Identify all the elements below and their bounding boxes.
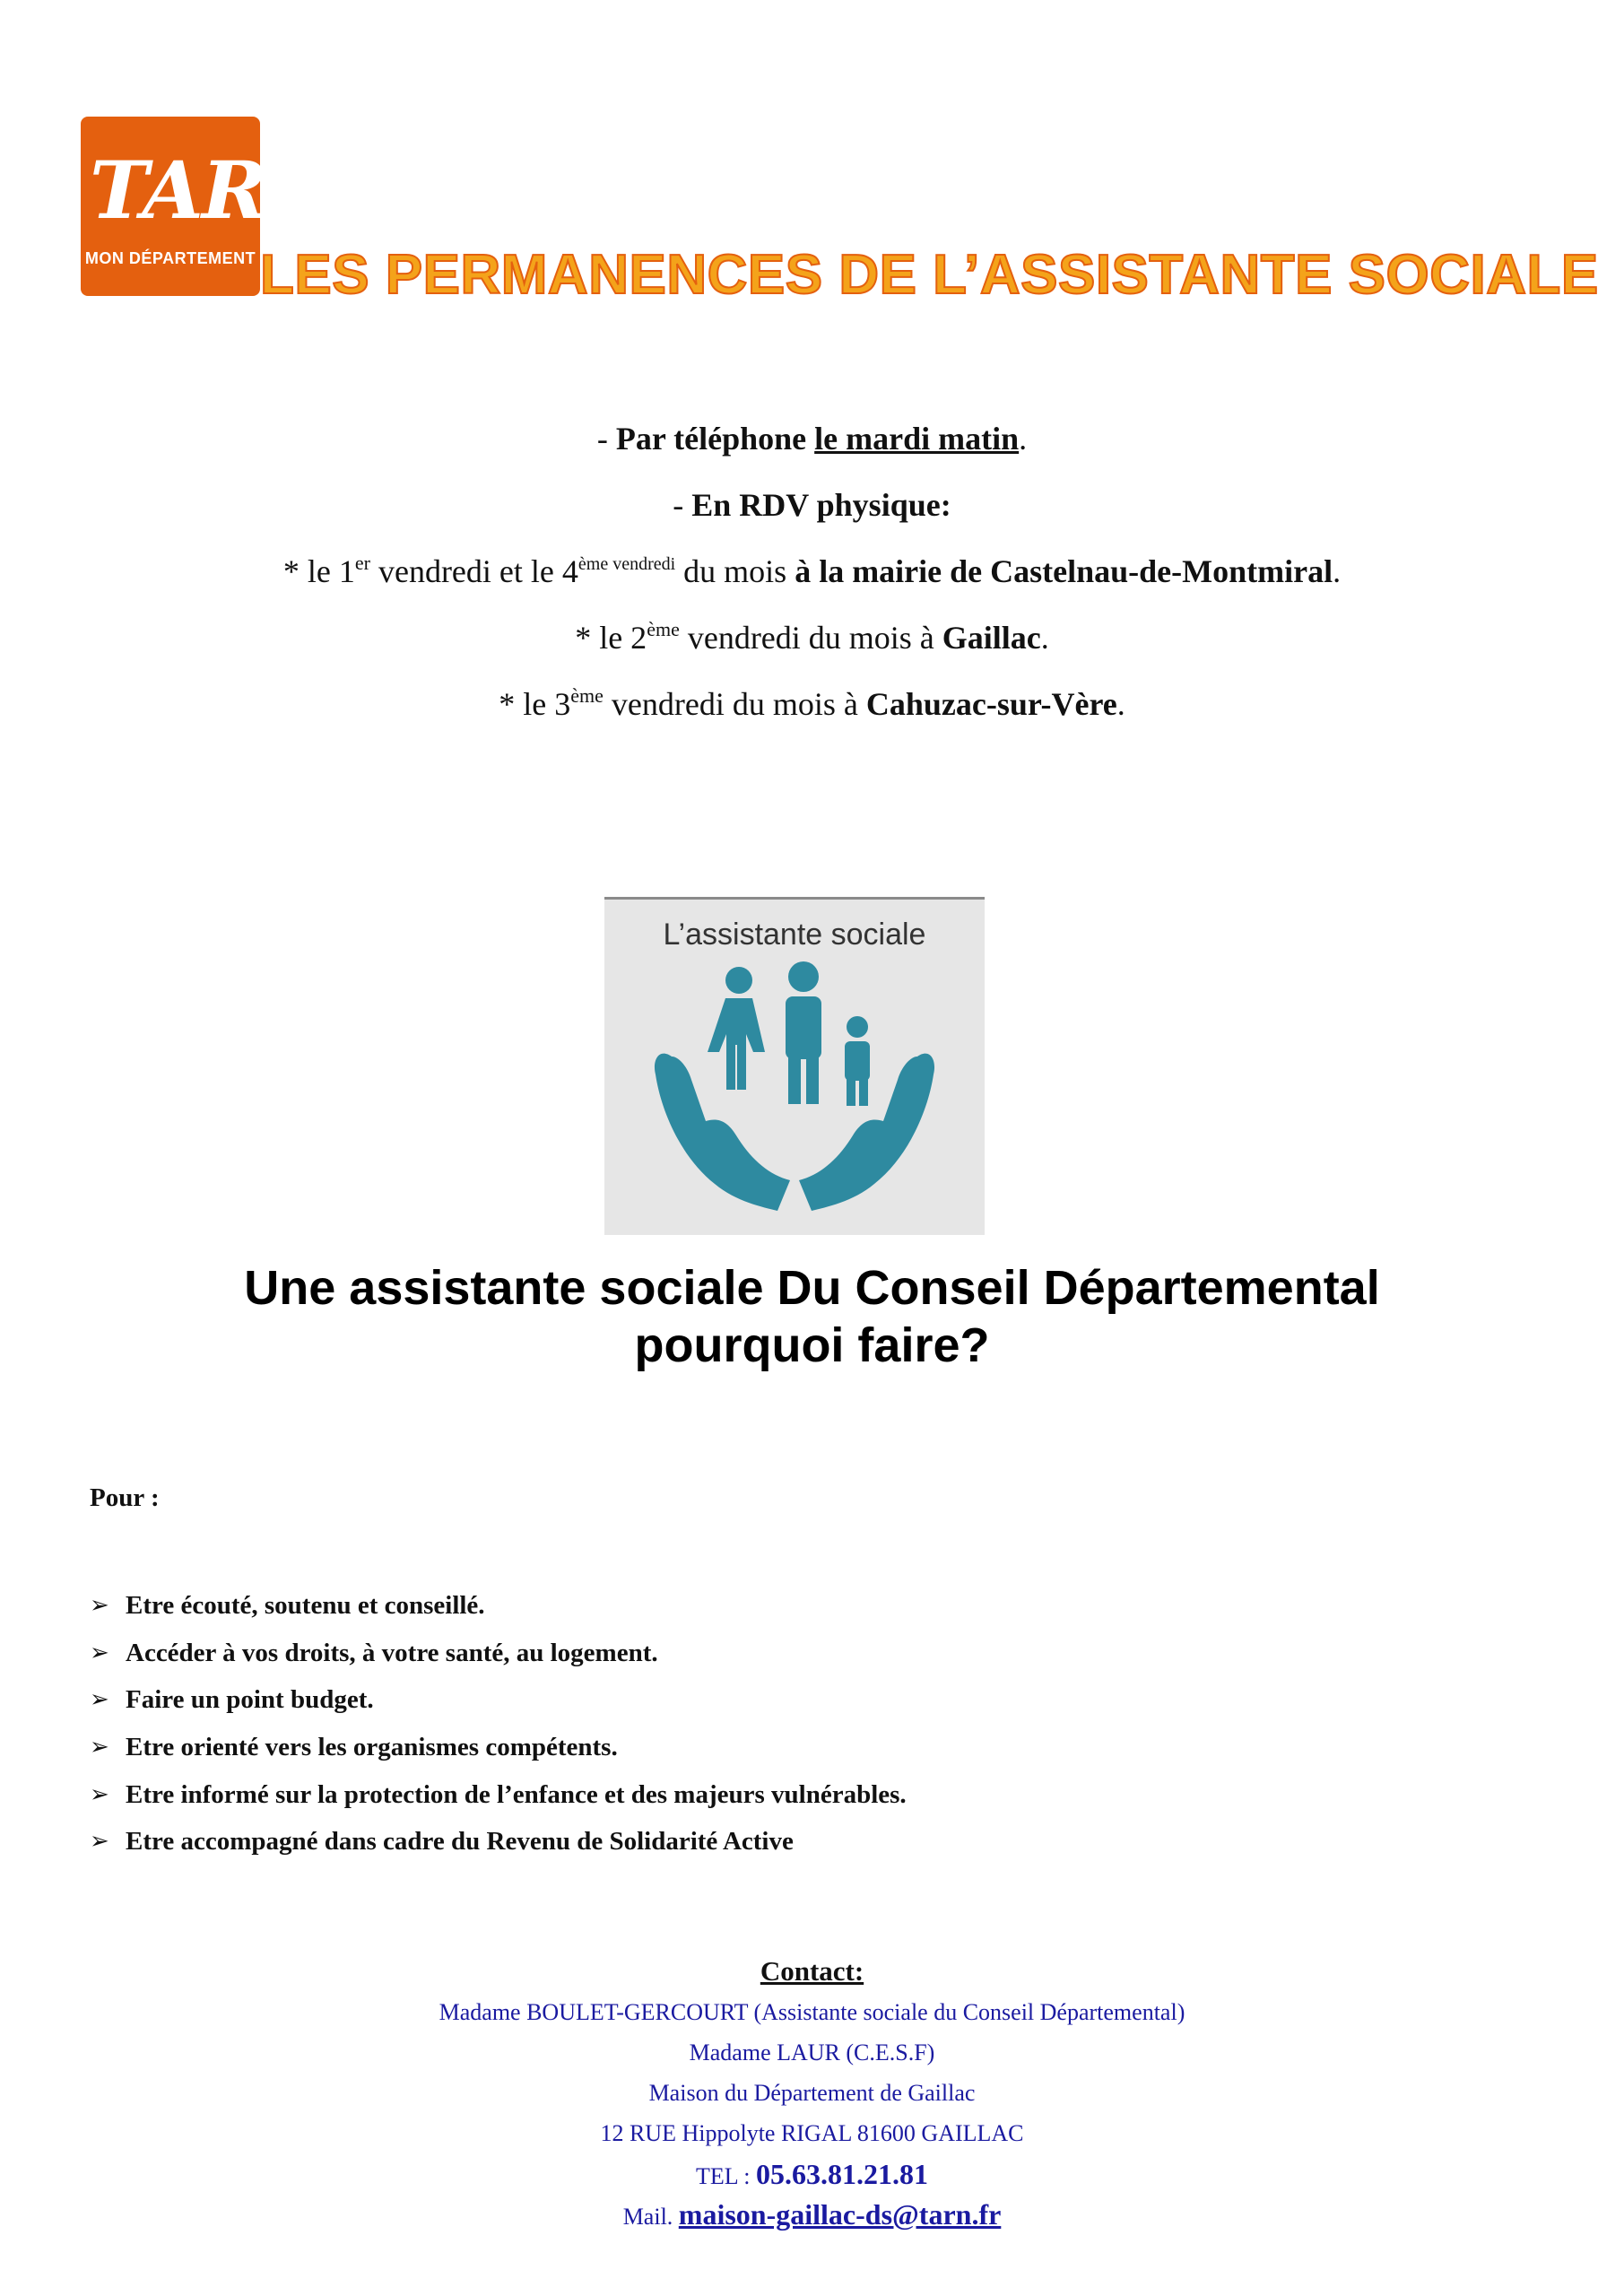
line2-a: * le 2 [575, 620, 647, 656]
tarn-logo [81, 117, 336, 296]
purpose-list [90, 1582, 907, 1866]
line2-place: Gaillac [942, 620, 1041, 656]
line3-place: Cahuzac-sur-Vère [865, 686, 1117, 722]
contact-address: 12 RUE Hippolyte RIGAL 81600 GAILLAC [600, 2120, 1024, 2146]
schedule-line-3 [0, 680, 1624, 746]
list-item [90, 1582, 907, 1630]
line2-sup: ème [647, 618, 680, 640]
illustration-caption: L’assistante sociale [663, 918, 926, 952]
headline-line-2: pourquoi faire? [634, 1318, 990, 1372]
line2-b: vendredi du mois à [679, 620, 942, 656]
line1-sup2: ème vendredi [578, 554, 676, 574]
contact-phone [0, 2156, 1624, 2196]
purpose-label: Pour : [90, 1483, 160, 1512]
headline-line-1: Une assistante sociale Du Conseil Départemental [244, 1261, 1380, 1315]
arrow-bullet-icon: ➢ [90, 1639, 109, 1666]
mail-label: Mail. [622, 2204, 679, 2230]
arrow-bullet-icon: ➢ [90, 1780, 109, 1808]
list-item [90, 1724, 907, 1771]
arrow-bullet-icon: ➢ [90, 1592, 109, 1620]
phone-number[interactable]: 05.63.81.21.81 [755, 2158, 928, 2190]
arrow-bullet-icon: ➢ [90, 1828, 109, 1856]
list-item-text: Etre accompagné dans cadre du Revenu de Solidarité Active [126, 1827, 794, 1857]
rdv-label: En RDV physique: [691, 487, 951, 523]
phone-day: le mardi matin [814, 421, 1020, 457]
list-item [90, 1818, 907, 1866]
line2-c: . [1040, 620, 1049, 656]
schedule-line-1 [0, 547, 1624, 613]
schedule-section [0, 414, 1624, 746]
schedule-line-2 [0, 613, 1624, 680]
rdv-prefix: - [673, 487, 692, 523]
phone-label: TEL : [696, 2163, 756, 2189]
family-in-hands-icon [604, 900, 985, 1235]
schedule-rdv [0, 481, 1624, 547]
logo-brand: TARN [90, 144, 336, 237]
list-item [90, 1630, 907, 1677]
phone-bold: Par téléphone [615, 421, 815, 457]
list-item-text: Etre orienté vers les organismes compétents. [126, 1733, 618, 1762]
phone-suffix: . [1019, 421, 1028, 457]
social-worker-illustration [604, 897, 985, 1235]
list-item [90, 1770, 907, 1818]
schedule-phone [0, 414, 1624, 481]
contact-line: Madame LAUR (C.E.S.F) [689, 2039, 935, 2066]
line1-sup1: er [354, 552, 370, 574]
contact-line: Madame BOULET-GERCOURT (Assistante sociale du Conseil Départemental) [439, 1999, 1185, 2025]
line1-d: . [1333, 553, 1342, 589]
list-item-text: Etre écouté, soutenu et conseillé. [126, 1591, 485, 1621]
headline [0, 1259, 1624, 1374]
arrow-bullet-icon: ➢ [90, 1686, 109, 1714]
phone-prefix: - [596, 421, 616, 457]
list-item-text: Faire un point budget. [126, 1685, 374, 1715]
line3-b: vendredi du mois à [603, 686, 866, 722]
list-item [90, 1676, 907, 1724]
contact-line: Maison du Département de Gaillac [648, 2080, 976, 2106]
list-item-text: Accéder à vos droits, à votre santé, au logement. [126, 1638, 658, 1667]
line1-a: * le 1 [282, 553, 355, 589]
contact-mail [0, 2196, 1624, 2237]
arrow-bullet-icon: ➢ [90, 1734, 109, 1761]
line3-sup: ème [570, 684, 604, 707]
contact-section [0, 1953, 1624, 2237]
page-title: LES PERMANENCES DE L’ASSISTANTE SOCIALE [260, 244, 1599, 306]
list-item-text: Etre informé sur la protection de l’enfance et des majeurs vulnérables. [126, 1779, 907, 1809]
line1-place: à la mairie de Castelnau-de-Montmiral [795, 553, 1333, 589]
contact-title: Contact: [760, 1955, 864, 1987]
email-link[interactable]: maison-gaillac-ds@tarn.fr [678, 2198, 1002, 2231]
line3-c: . [1116, 686, 1125, 722]
logo-subtitle: MON DÉPARTEMENT [84, 249, 256, 267]
line1-b: vendredi et le 4 [369, 553, 578, 589]
line1-c: du mois [675, 553, 795, 589]
line3-a: * le 3 [499, 686, 571, 722]
